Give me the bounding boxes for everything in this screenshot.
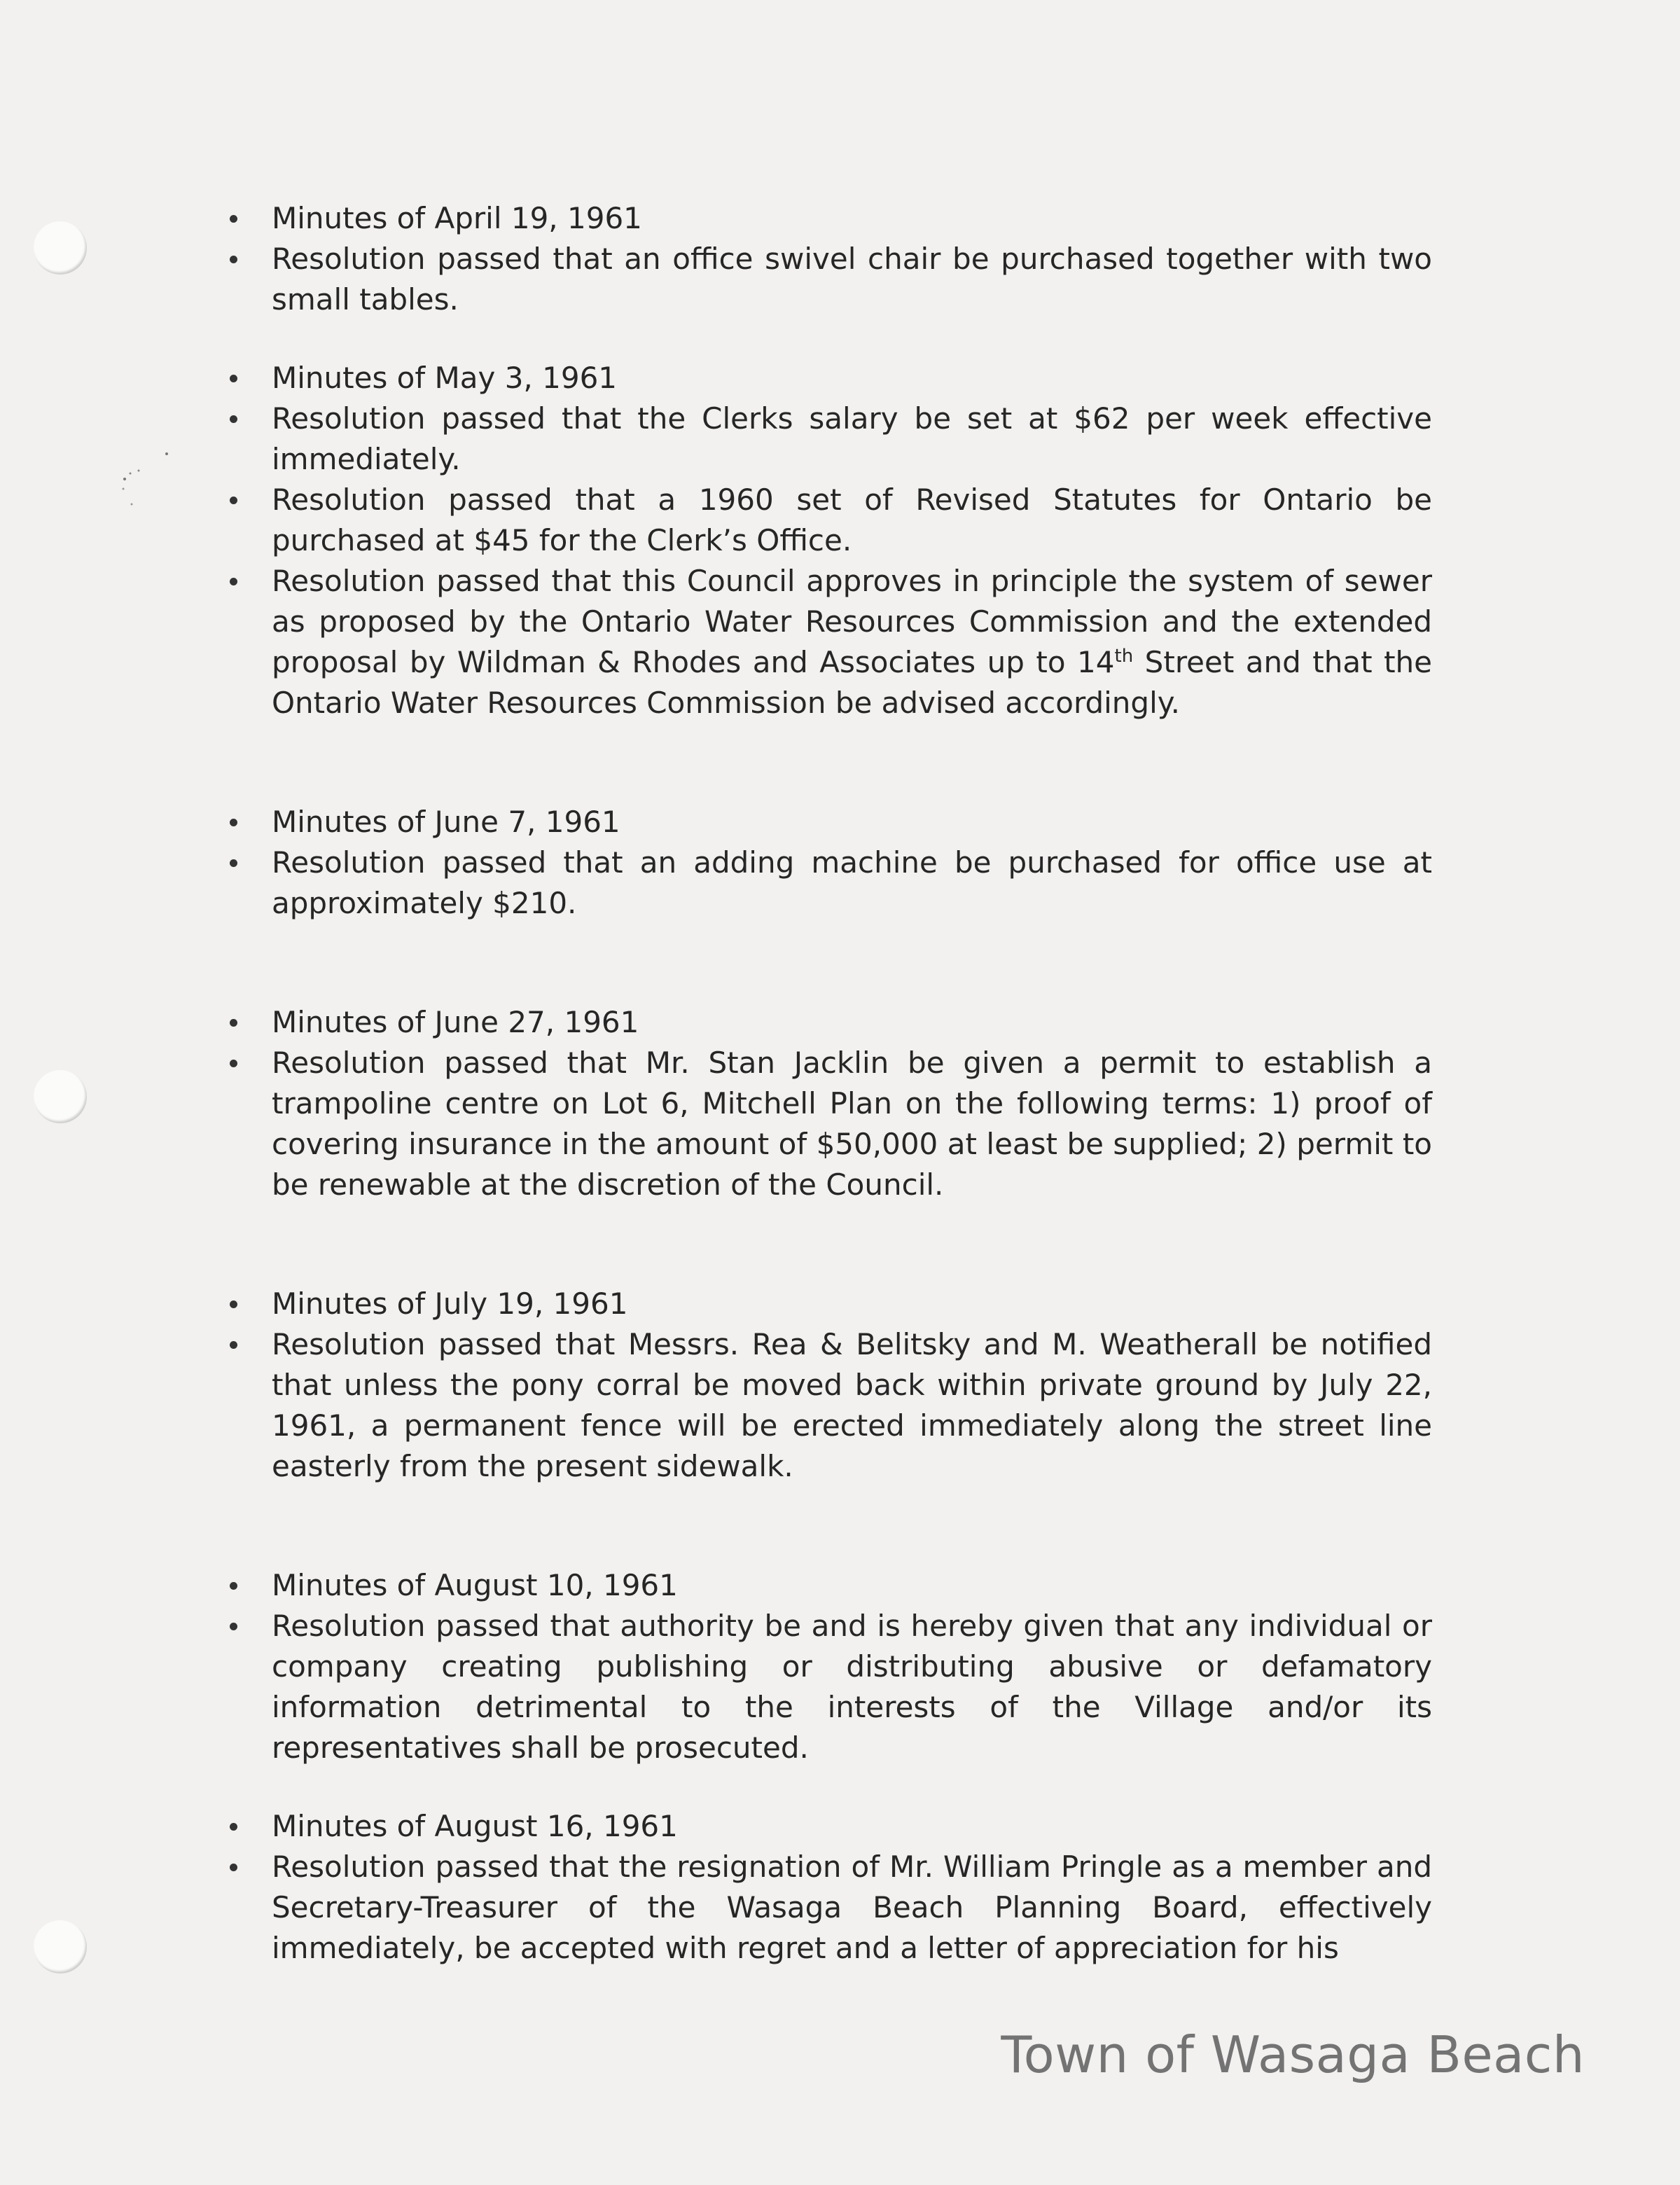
- minutes-heading: Minutes of July 19, 1961: [224, 1284, 1432, 1324]
- resolution-item: Resolution passed that Mr. Stan Jacklin be given a permit to establish a trampoline centre on Lot 6, Mitchell Plan on the following terms: 1) proof of covering insurance in the amount of $50,000 at least be supplied; 2) permit to be renewable at the discretion of the Council.: [224, 1043, 1432, 1205]
- minutes-heading: Minutes of June 27, 1961: [224, 1002, 1432, 1043]
- resolution-item: Resolution passed that a 1960 set of Revised Statutes for Ontario be purchased at $45 for the Clerk’s Office.: [224, 480, 1432, 561]
- minutes-group-august-16: [224, 1806, 1432, 1969]
- minutes-group-july-19: [224, 1284, 1432, 1487]
- resolution-item-sewer: [224, 561, 1432, 723]
- minutes-list: [224, 198, 1432, 1969]
- binder-hole-top: [34, 221, 87, 275]
- resolution-item: Resolution passed that an adding machine be purchased for office use at approximately $210.: [224, 842, 1432, 924]
- binder-hole-middle: [34, 1070, 87, 1123]
- resolution-text-part: Street and that the Ontario Water Resources Commission be advised accordingly.: [272, 645, 1432, 720]
- binder-hole-bottom: [34, 1920, 87, 1974]
- resolution-item: Resolution passed that Messrs. Rea & Belitsky and M. Weatherall be notified that unless the pony corral be moved back within private ground by July 22, 1961, a permanent fence will be erected immediately along the street line easterly from the present sidewalk.: [224, 1324, 1432, 1487]
- minutes-group-august-10: [224, 1565, 1432, 1768]
- minutes-heading: Minutes of April 19, 1961: [224, 198, 1432, 239]
- minutes-group-april-19: [224, 198, 1432, 320]
- scan-speck-marks: [118, 445, 174, 529]
- minutes-heading: Minutes of May 3, 1961: [224, 358, 1432, 398]
- minutes-heading: Minutes of August 10, 1961: [224, 1565, 1432, 1606]
- watermark-text: Town of Wasaga Beach: [1001, 2025, 1585, 2084]
- minutes-group-may-3: [224, 358, 1432, 723]
- ordinal-suffix: th: [1114, 646, 1134, 667]
- resolution-item: Resolution passed that the Clerks salary be set at $62 per week effective immediately.: [224, 398, 1432, 480]
- minutes-group-june-7: [224, 802, 1432, 924]
- resolution-item: Resolution passed that the resignation of Mr. William Pringle as a member and Secretary-Treasurer of the Wasaga Beach Planning Board, effectively immediately, be accepted with regret and a letter of appreciation for his: [224, 1847, 1432, 1969]
- resolution-item: Resolution passed that an office swivel chair be purchased together with two small tables.: [224, 239, 1432, 320]
- resolution-item: Resolution passed that authority be and is hereby given that any individual or company creating publishing or distributing abusive or defamatory information detrimental to the interests of the Village and/or its representatives shall be prosecuted.: [224, 1606, 1432, 1768]
- resolution-text-part: Resolution passed that this Council approves in principle the system of sewer as proposed by the Ontario Water Resources Commission and the extended proposal by Wildman & Rhodes and Associates up to 14: [272, 564, 1432, 679]
- minutes-heading: Minutes of June 7, 1961: [224, 802, 1432, 842]
- minutes-group-june-27: [224, 1002, 1432, 1205]
- minutes-heading: Minutes of August 16, 1961: [224, 1806, 1432, 1847]
